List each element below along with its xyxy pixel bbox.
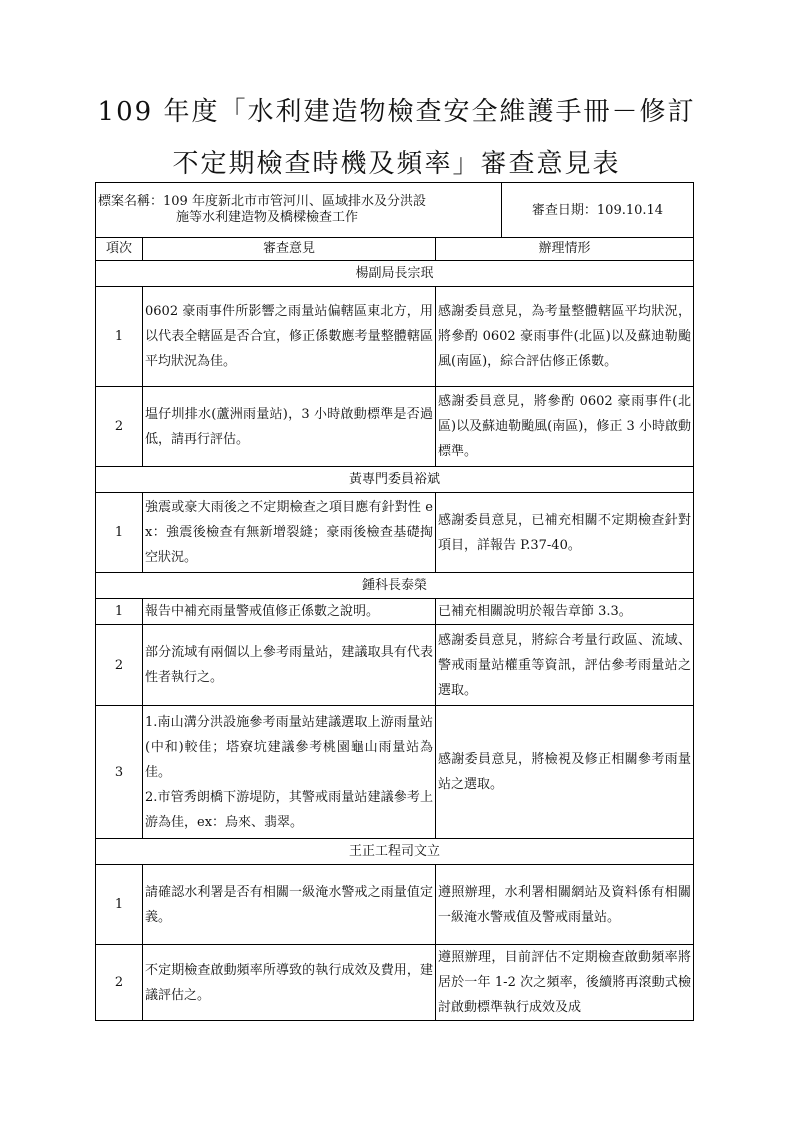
table-row	[96, 599, 694, 625]
item-number: 1	[96, 493, 143, 573]
reviewer-name: 鍾科長泰榮	[96, 573, 694, 599]
item-number: 1	[96, 599, 143, 625]
item-number: 3	[96, 706, 143, 839]
review-comment: 不定期檢查啟動頻率所導致的執行成效及費用，建議評估之。	[143, 945, 436, 1021]
response-text: 感謝委員意見，將檢視及修正相關參考雨量站之選取。	[436, 706, 694, 839]
review-comment: 報告中補充雨量警戒值修正係數之說明。	[143, 599, 436, 625]
review-comment	[143, 706, 436, 839]
column-header-response: 辦理情形	[436, 238, 694, 261]
table-row	[96, 493, 694, 573]
response-text: 感謝委員意見，已補充相關不定期檢查針對項目，詳報告 P.37-40。	[436, 493, 694, 573]
review-comment: 塭仔圳排水(蘆洲雨量站)，3 小時啟動標準是否過低，請再行評估。	[143, 387, 436, 467]
item-number: 1	[96, 287, 143, 387]
document-title-line-2: 不定期檢查時機及頻率」審查意見表	[172, 149, 621, 179]
reviewer-row	[96, 467, 694, 493]
column-header-comment: 審查意見	[143, 238, 436, 261]
table-row	[96, 387, 694, 467]
response-text: 感謝委員意見，為考量整體轄區平均狀況，將參酌 0602 豪雨事件(北區)以及蘇迪勒颱風(南區)，綜合評估修正係數。	[436, 287, 694, 387]
response-text: 感謝委員意見，將參酌 0602 豪雨事件(北區)以及蘇迪勒颱風(南區)，修正 3 小時啟動標準。	[436, 387, 694, 467]
case-name-cell	[96, 183, 502, 238]
item-number: 2	[96, 387, 143, 467]
response-text: 遵照辦理，水利署相關網站及資料係有相關一級淹水警戒值及警戒雨量站。	[436, 865, 694, 945]
case-header-row	[96, 183, 694, 238]
item-number: 2	[96, 625, 143, 706]
table-row	[96, 865, 694, 945]
reviewer-row	[96, 261, 694, 287]
review-comment-point-2: 2.市管秀朗橋下游堤防，其警戒雨量站建議參考上游為佳，ex：烏來、翡翠。	[145, 789, 433, 830]
case-name-line-2: 施等水利建造物及橋樑檢查工作	[176, 210, 359, 225]
reviewer-name: 楊副局長宗珉	[96, 261, 694, 287]
review-comment: 強震或豪大雨後之不定期檢查之項目應有針對性 ex：強震後檢查有無新增裂縫；豪雨後檢查基礎掏空狀況。	[143, 493, 436, 573]
review-comments-table	[95, 182, 694, 1021]
reviewer-name: 王正工程司文立	[96, 839, 694, 865]
table-row	[96, 287, 694, 387]
reviewer-row	[96, 839, 694, 865]
item-number: 2	[96, 945, 143, 1021]
column-header-row	[96, 238, 694, 261]
review-comment: 部分流域有兩個以上參考雨量站，建議取具有代表性者執行之。	[143, 625, 436, 706]
table-row	[96, 945, 694, 1021]
response-text: 遵照辦理，目前評估不定期檢查啟動頻率將居於一年 1-2 次之頻率，後續將再滾動式檢討啟動標準執行成效及成	[436, 945, 694, 1021]
case-name-line-1: 標案名稱：109 年度新北市市管河川、區域排水及分洪設	[98, 194, 426, 209]
table-row	[96, 625, 694, 706]
document-title-line-1: 109 年度「水利建造物檢查安全維護手冊－修訂	[97, 97, 696, 127]
response-text: 已補充相關說明於報告章節 3.3。	[436, 599, 694, 625]
review-date: 審查日期：109.10.14	[502, 183, 694, 238]
review-comment-point-1: 1.南山溝分洪設施參考雨量站建議選取上游雨量站(中和)較佳；塔寮坑建議參考桃園龜山雨量站為佳。	[145, 714, 433, 780]
table-row	[96, 706, 694, 839]
reviewer-row	[96, 573, 694, 599]
item-number: 1	[96, 865, 143, 945]
review-comment: 請確認水利署是否有相關一級淹水警戒之雨量值定義。	[143, 865, 436, 945]
review-comment: 0602 豪雨事件所影響之雨量站偏轄區東北方，用以代表全轄區是否合宜，修正係數應考量整體轄區平均狀況為佳。	[143, 287, 436, 387]
reviewer-name: 黃專門委員裕斌	[96, 467, 694, 493]
column-header-no: 項次	[96, 238, 143, 261]
response-text: 感謝委員意見，將綜合考量行政區、流域、警戒雨量站權重等資訊，評估參考雨量站之選取。	[436, 625, 694, 706]
